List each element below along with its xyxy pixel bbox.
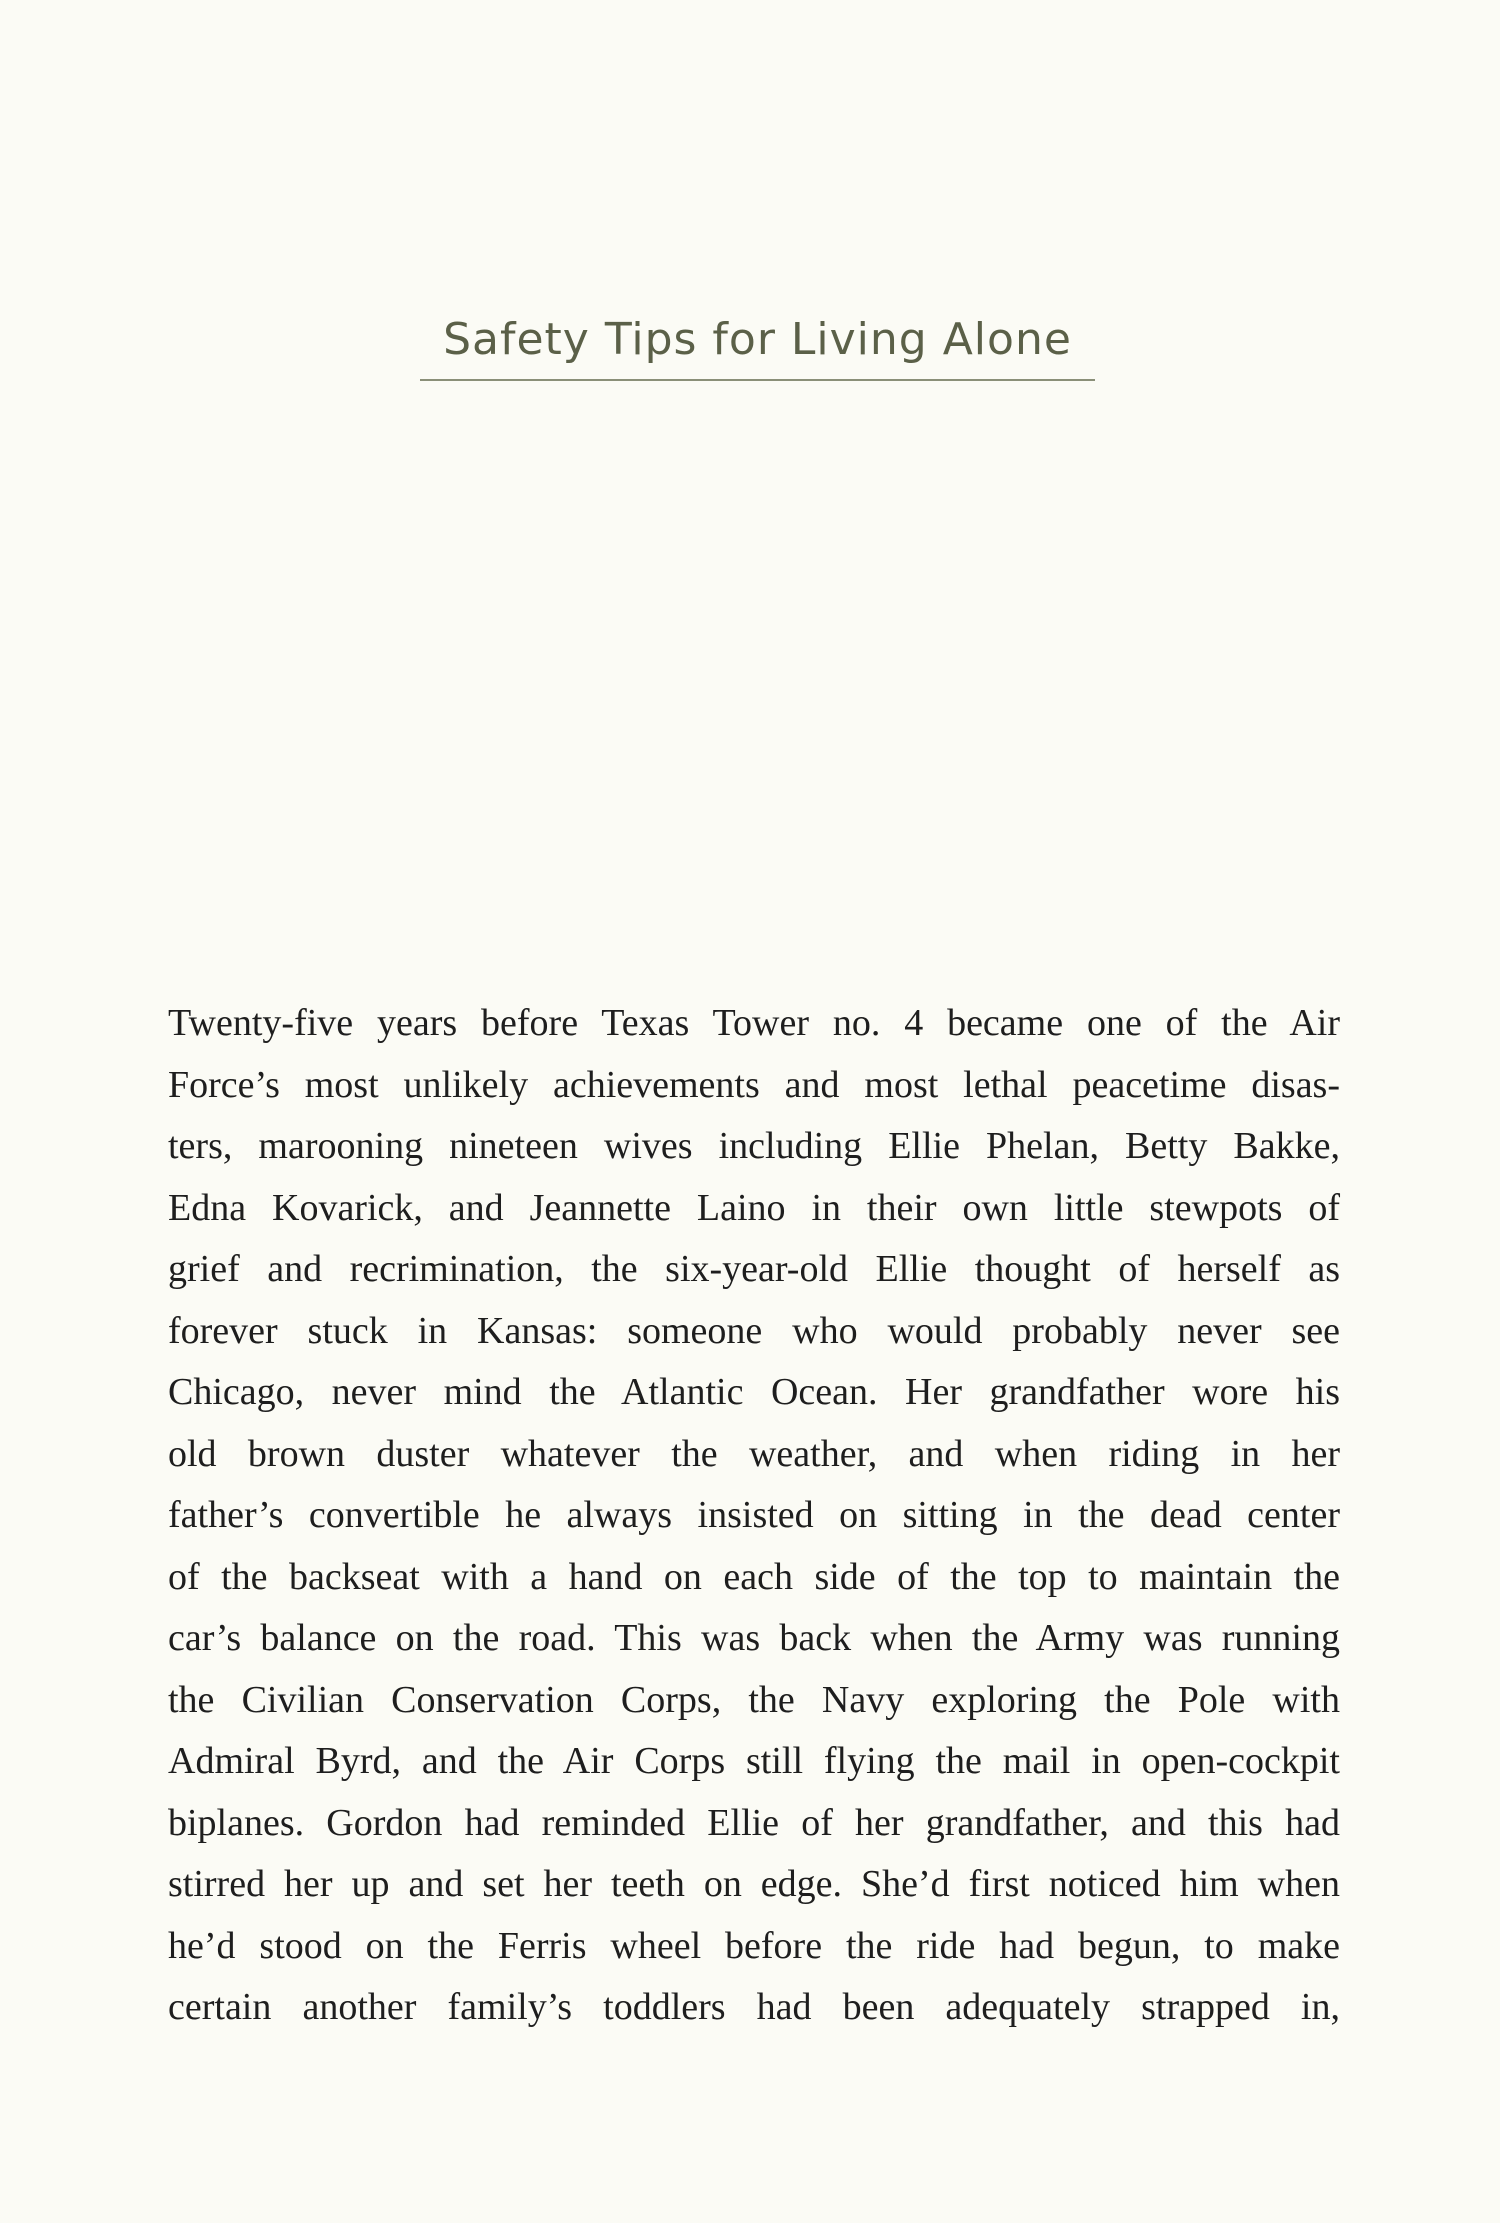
text-line: of the backseat with a hand on each side of the top to maintain the: [168, 1555, 1340, 1598]
title-underline: [420, 379, 1095, 381]
text-line: biplanes. Gordon had reminded Ellie of her grandfather, and this had: [168, 1801, 1340, 1844]
text-line: old brown duster whatever the weather, and when riding in her: [168, 1432, 1340, 1475]
text-line: Chicago, never mind the Atlantic Ocean. Her grandfather wore his: [168, 1371, 1340, 1413]
text-line: Force’s most unlikely achievements and most lethal peacetime disas-: [168, 1063, 1340, 1106]
text-line: ters, marooning nineteen wives including Ellie Phelan, Betty Bakke,: [168, 1125, 1340, 1167]
body-paragraph: [168, 993, 1340, 2039]
text-line: he’d stood on the Ferris wheel before the ride had begun, to make: [168, 1924, 1340, 1967]
text-line: certain another family’s toddlers had been adequately strapped in,: [168, 1986, 1340, 2028]
text-line: Admiral Byrd, and the Air Corps still flying the mail in open-cockpit: [168, 1740, 1340, 1782]
text-line: stirred her up and set her teeth on edge. She’d first noticed him when: [168, 1863, 1340, 1905]
text-line: grief and recrimination, the six-year-old Ellie thought of herself as: [168, 1248, 1340, 1290]
text-line: forever stuck in Kansas: someone who would probably never see: [168, 1309, 1340, 1352]
text-line: the Civilian Conservation Corps, the Navy exploring the Pole with: [168, 1678, 1340, 1721]
chapter-title: Safety Tips for Living Alone: [443, 314, 1072, 365]
text-line: Edna Kovarick, and Jeannette Laino in their own little stewpots of: [168, 1186, 1340, 1229]
text-line: Twenty-five years before Texas Tower no. 4 became one of the Air: [168, 1002, 1340, 1044]
text-line: father’s convertible he always insisted on sitting in the dead center: [168, 1494, 1340, 1536]
text-line: car’s balance on the road. This was back when the Army was running: [168, 1617, 1340, 1659]
